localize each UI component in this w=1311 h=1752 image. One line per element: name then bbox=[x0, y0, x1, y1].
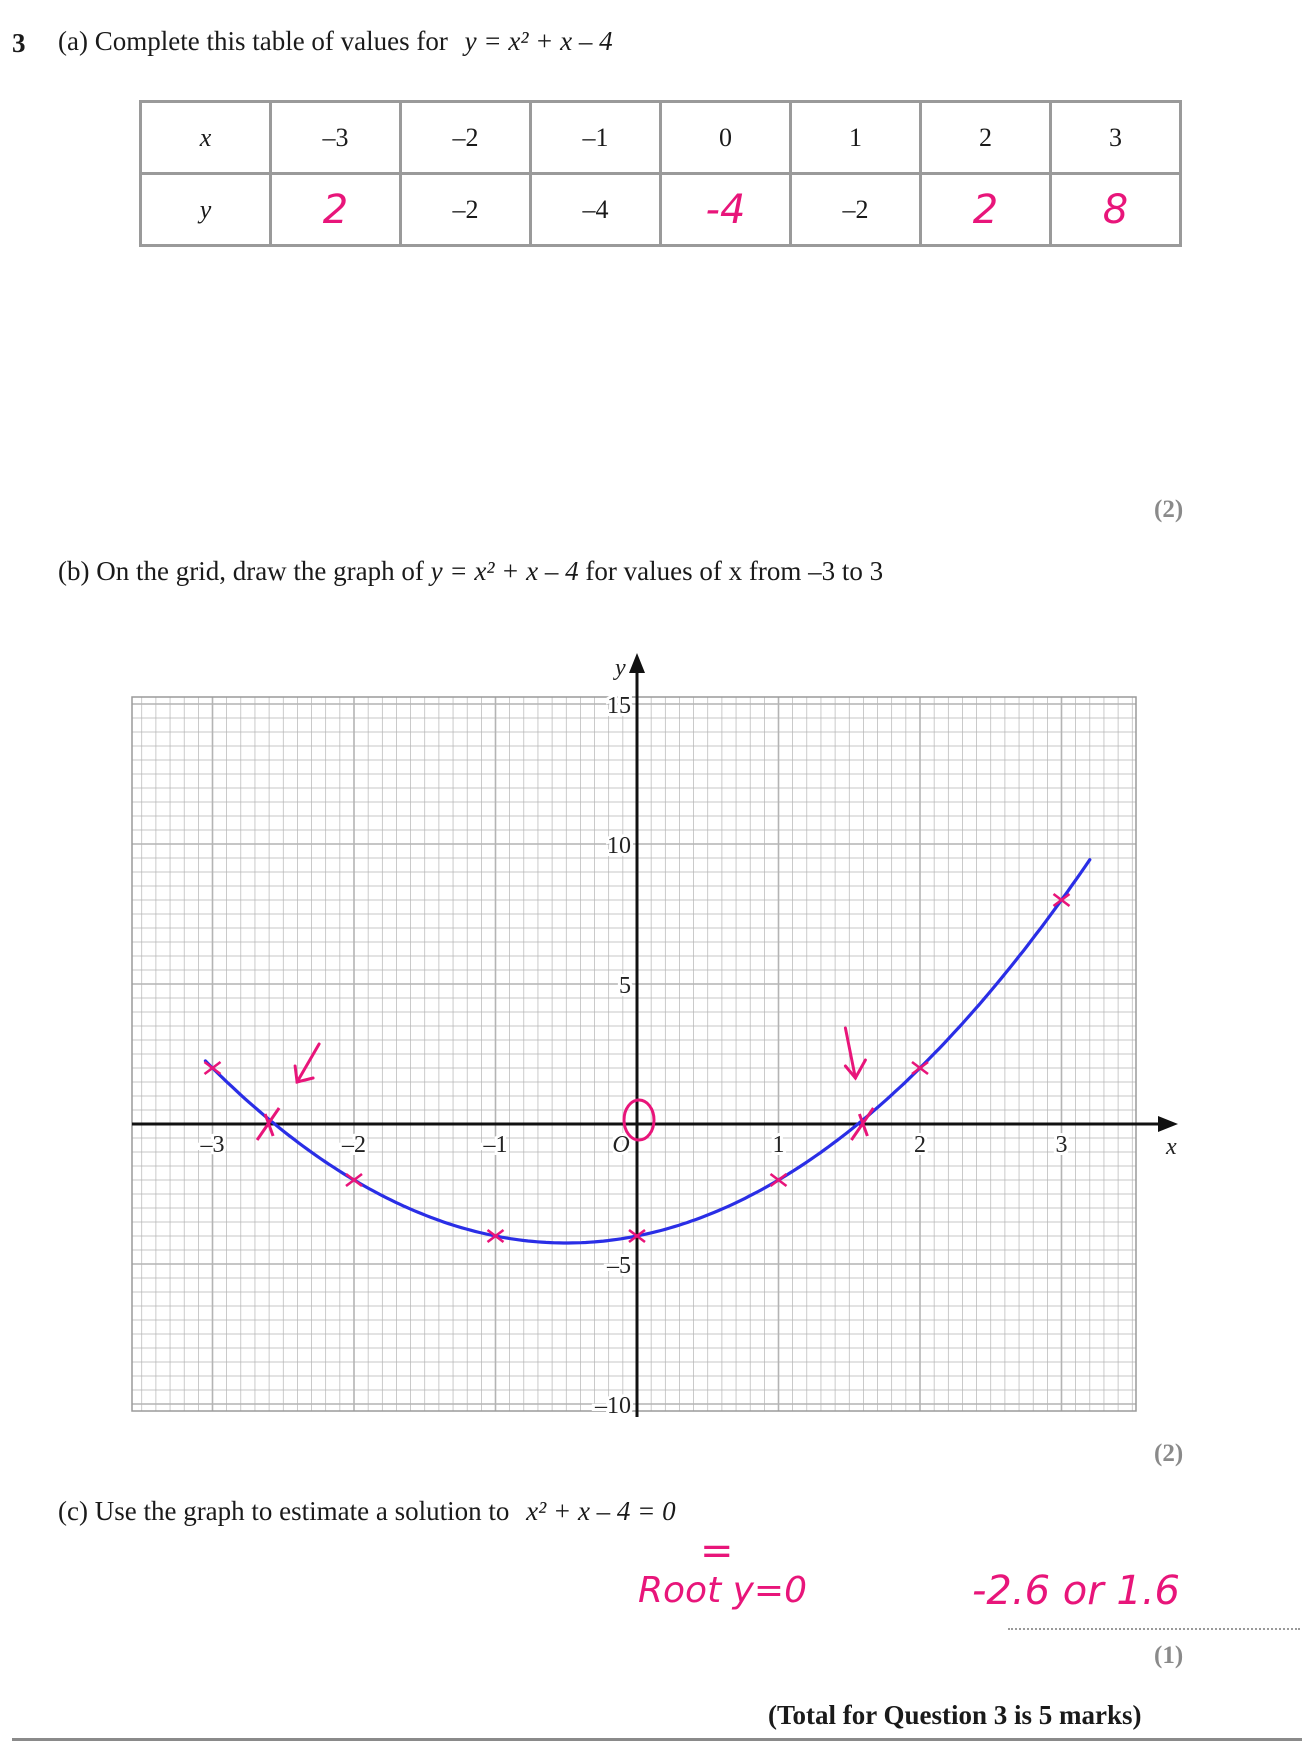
origin-circle bbox=[624, 1100, 654, 1140]
table-cell-y-handwritten: 2 bbox=[921, 174, 1051, 246]
grid-minor bbox=[132, 697, 1136, 1411]
table-header-y: y bbox=[141, 174, 271, 246]
root-note: Root y=0 bbox=[638, 1570, 807, 1611]
total-marks: (Total for Question 3 is 5 marks) bbox=[768, 1700, 1142, 1730]
y-tick-label: –5 bbox=[607, 1253, 631, 1279]
values-table bbox=[139, 100, 1182, 247]
part-b-prompt-prefix: (b) On the grid, draw the graph of bbox=[58, 556, 424, 586]
x-axis-arrow bbox=[1158, 1116, 1178, 1132]
part-c-marks: (1) bbox=[1154, 1642, 1184, 1669]
part-a-equation: y = x² + x – 4 bbox=[464, 26, 613, 56]
x-tick-label: 3 bbox=[1055, 1132, 1068, 1158]
part-c-answer: -2.6 or 1.6 bbox=[972, 1568, 1181, 1614]
part-c-prompt bbox=[58, 1496, 676, 1527]
y-tick-label: 5 bbox=[619, 973, 631, 999]
y-axis-arrow bbox=[629, 653, 645, 673]
curve-line bbox=[205, 860, 1089, 1243]
question-number: 3 bbox=[12, 28, 26, 58]
x-tick-label: –2 bbox=[342, 1132, 366, 1158]
double-underline-mark: = bbox=[700, 1528, 734, 1574]
table-cell-x: 3 bbox=[1051, 102, 1181, 174]
x-tick-label: 2 bbox=[914, 1132, 926, 1158]
table-header-x: x bbox=[141, 102, 271, 174]
table-row-y bbox=[141, 174, 1181, 246]
table-cell-x: –2 bbox=[401, 102, 531, 174]
graph bbox=[0, 640, 1311, 1450]
part-b-prompt bbox=[58, 556, 883, 587]
bottom-rule bbox=[12, 1738, 1302, 1741]
x-tick-label: –3 bbox=[200, 1132, 225, 1158]
y-tick-label: –10 bbox=[595, 1393, 631, 1419]
x-tick-label: 1 bbox=[772, 1132, 785, 1158]
tick-labels bbox=[200, 655, 1178, 1419]
origin-label: O bbox=[612, 1132, 630, 1158]
part-b-marks: (2) bbox=[1154, 1440, 1184, 1467]
table-cell-y: –2 bbox=[401, 174, 531, 246]
y-axis-label: y bbox=[615, 655, 626, 681]
table-cell-y-handwritten: -4 bbox=[661, 174, 791, 246]
part-c-prompt-text: (c) Use the graph to estimate a solution to bbox=[58, 1496, 510, 1526]
table-row-x bbox=[141, 102, 1181, 174]
axes bbox=[132, 653, 1178, 1417]
part-a-prompt-text: (a) Complete this table of values for bbox=[58, 26, 448, 56]
table-cell-x: 1 bbox=[791, 102, 921, 174]
root-arrow-head bbox=[845, 1060, 865, 1078]
part-a-marks: (2) bbox=[1154, 496, 1184, 523]
part-b-prompt-suffix: for values of x from –3 to 3 bbox=[585, 556, 884, 586]
part-a-prompt bbox=[58, 26, 613, 57]
y-tick-label: 15 bbox=[607, 693, 631, 719]
part-b-equation: y = x² + x – 4 bbox=[430, 556, 579, 586]
answer-line bbox=[1008, 1628, 1300, 1630]
y-tick-label: 10 bbox=[607, 833, 631, 859]
table-cell-x: 2 bbox=[921, 102, 1051, 174]
table-cell-y: –2 bbox=[791, 174, 921, 246]
x-axis-label: x bbox=[1166, 1134, 1177, 1160]
table-cell-y: –4 bbox=[531, 174, 661, 246]
x-tick-label: –1 bbox=[483, 1132, 508, 1158]
part-c-equation: x² + x – 4 = 0 bbox=[526, 1496, 676, 1526]
table-cell-x: –1 bbox=[531, 102, 661, 174]
table-cell-x: –3 bbox=[271, 102, 401, 174]
curve bbox=[205, 860, 1089, 1243]
table-cell-y-handwritten: 8 bbox=[1051, 174, 1181, 246]
root-arrow bbox=[297, 1044, 319, 1082]
table-cell-x: 0 bbox=[661, 102, 791, 174]
table-cell-y-handwritten: 2 bbox=[271, 174, 401, 246]
